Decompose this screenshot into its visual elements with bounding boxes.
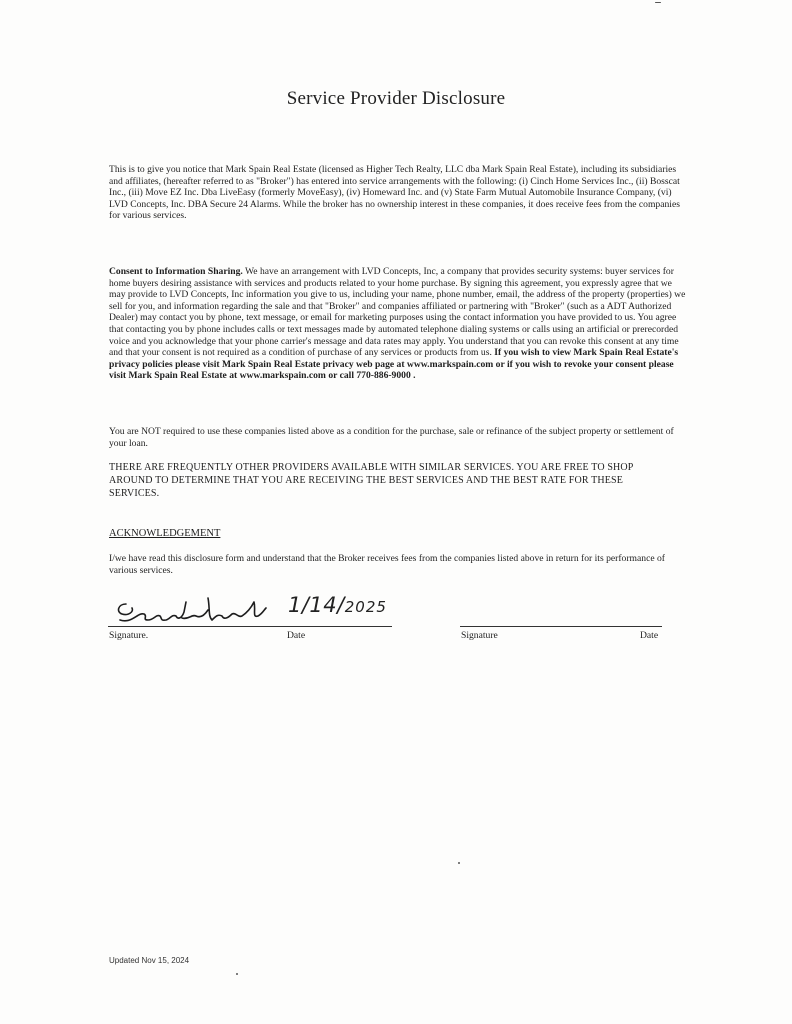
consent-body: We have an arrangement with LVD Concepts, Inc, a company that provides security systems: buyer services for home buyers desiring assistance with services and products related to your home purchase. By signing this agreement, you expressly agree that we may provide to LVD Concepts, Inc information you give to us, including your name, phone number, email, the address of the property (properties) we sell for you, and information regarding the sale and that "Broker" and companies affiliated or partnering with "Broker" (such as a ADT Authorized Dealer) may contact you by phone, text message, or email for marketing purposes using the contact information you have provided to us. You agree that contacting you by phone includes calls or text messages made by automated telephone dialing systems or calls using an artificial or prerecorded voice and you acknowledge that your phone carrier's message and data rates may apply. You understand that you can revoke this consent at any time and that your consent is not required as a condition of purchase of any services or products from us. xyxy=(109,266,686,359)
scan-speck xyxy=(458,862,460,864)
handwritten-date-main: 1/14/ xyxy=(288,593,345,617)
signature-line-2 xyxy=(460,626,662,627)
consent-paragraph xyxy=(109,266,689,382)
scan-speck xyxy=(655,2,661,3)
signature-label-1: Signature. xyxy=(109,630,149,641)
handwritten-signature xyxy=(112,590,272,630)
handwritten-date xyxy=(288,593,387,617)
signature-label-2: Signature xyxy=(461,630,498,641)
consent-bold-tail: If you wish to view Mark Spain Real Estate's privacy policies please visit Mark Spain Real Estate privacy web page at www.markspain.com or if you wish to revoke your consent please visit Mark Spain Real Estate at www.markspain.com or call 770-886-9000 . xyxy=(109,347,679,382)
scan-speck xyxy=(236,973,238,975)
date-label-1: Date xyxy=(287,630,306,641)
notice-paragraph: This is to give you notice that Mark Spain Real Estate (licensed as Higher Tech Realty, LLC dba Mark Spain Real Estate), including its subsidiaries and affiliates, (hereafter referred to as "Broker") has entered into service arrangements with the following: (i) Cinch Home Services Inc., (ii) Bosscat Inc., (iii) Move EZ Inc. Dba LiveEasy (formerly MoveEasy), (iv) Homeward Inc. and (v) State Farm Mutual Automobile Insurance Company, (vi) LVD Concepts, Inc. DBA Secure 24 Alarms. While the broker has no ownership interest in these companies, it does receive fees from the companies for various services. xyxy=(109,164,680,222)
acknowledgement-paragraph: I/we have read this disclosure form and understand that the Broker receives fees from the companies listed above in return for its performance of various services. xyxy=(109,553,665,576)
handwritten-date-year: 2025 xyxy=(344,598,387,616)
acknowledgement-heading: ACKNOWLEDGEMENT xyxy=(109,528,221,539)
consent-heading: Consent to Information Sharing. xyxy=(109,266,243,277)
date-label-2: Date xyxy=(640,630,659,641)
signature-line-1 xyxy=(108,626,392,627)
not-required-paragraph: You are NOT required to use these companies listed above as a condition for the purchase, sale or refinance of the subject property or settlement of your loan. xyxy=(109,426,674,449)
shop-around-paragraph: THERE ARE FREQUENTLY OTHER PROVIDERS AVAILABLE WITH SIMILAR SERVICES. YOU ARE FREE TO SHOP AROUND TO DETERMINE THAT YOU ARE RECEIVING THE BEST SERVICES AND THE BEST RATE FOR THESE SERVICES. xyxy=(109,462,634,500)
document-title: Service Provider Disclosure xyxy=(286,88,506,109)
updated-footer: Updated Nov 15, 2024 xyxy=(109,956,190,965)
